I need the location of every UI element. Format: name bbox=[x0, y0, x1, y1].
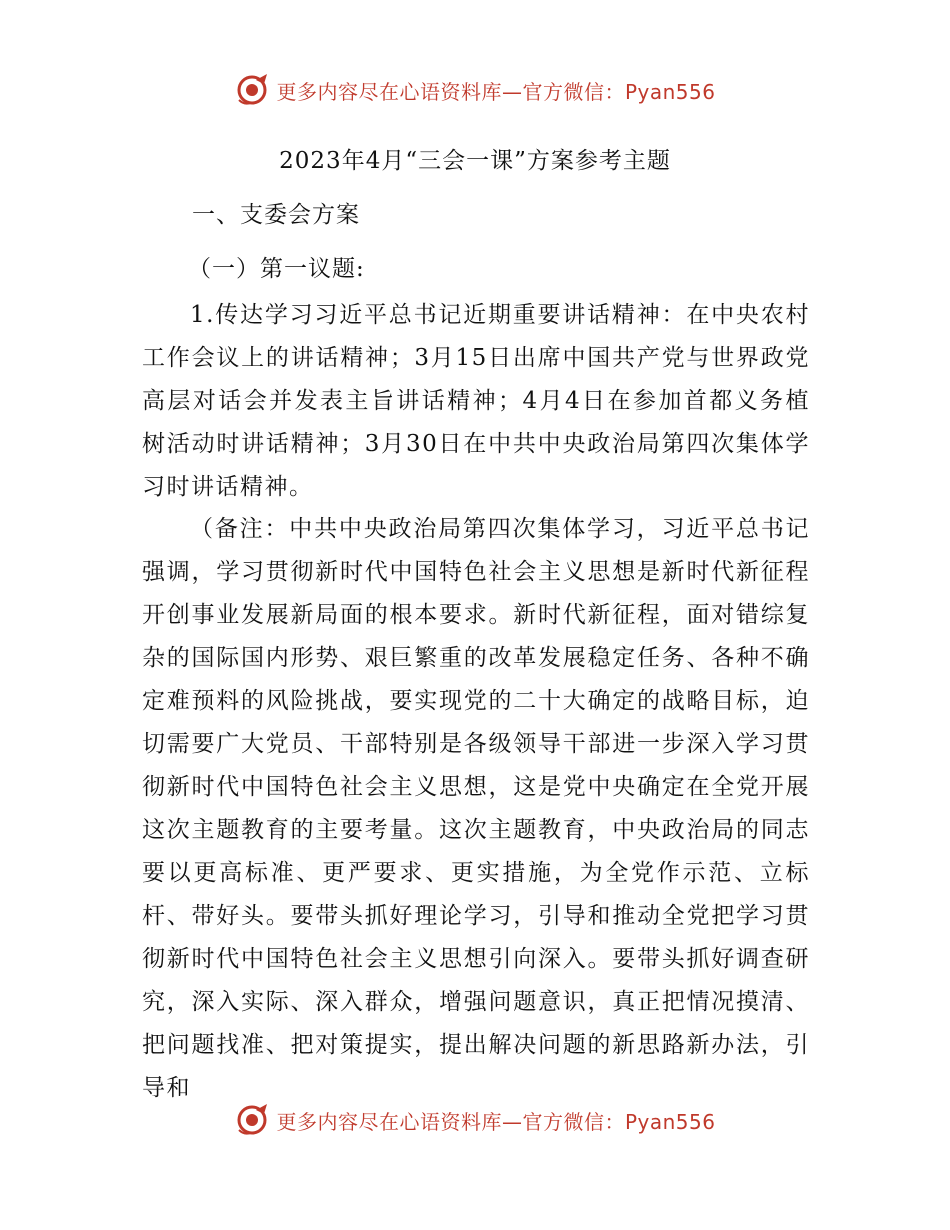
pen-seal-logo-icon bbox=[234, 1102, 270, 1138]
paragraph-1: 1.传达学习习近平总书记近期重要讲话精神：在中央农村工作会议上的讲话精神；3月15日出席中国共产党与世界政党高层对话会并发表主旨讲话精神；4月4日在参加首都义务植树活动时讲话精神；3月30日在中共中央政治局第四次集体学习时讲话精神。 bbox=[142, 302, 810, 500]
pen-seal-logo-icon bbox=[234, 72, 270, 108]
subsection-heading: （一）第一议题: bbox=[188, 256, 365, 282]
section-heading: 一、支委会方案 bbox=[192, 202, 360, 228]
footer-banner bbox=[0, 1100, 950, 1140]
header-banner-text: 更多内容尽在心语资料库—官方微信：Pyan556 bbox=[276, 79, 716, 104]
paragraph-2: （备注：中共中央政治局第四次集体学习，习近平总书记强调，学习贯彻新时代中国特色社会主义思想是新时代新征程开创事业发展新局面的根本要求。新时代新征程，面对错综复杂的国际国内形势、艰巨繁重的改革发展稳定任务、各种不确定难预料的风险挑战，要实现党的二十大确定的战略目标，迫切需要广大党员、干部特别是各级领导干部进一步深入学习贯彻新时代中国特色社会主义思想，这是党中央确定在全党开展这次主题教育的主要考量。这次主题教育，中央政治局的同志要以更高标准、更严要求、更实措施，为全党作示范、立标杆、带好头。要带头抓好理论学习，引导和推动全党把学习贯彻新时代中国特色社会主义思想引向深入。要带头抓好调查研究，深入实际、深入群众，增强问题意识，真正把情况摸清、把问题找准、把对策提实，提出解决问题的新思路新办法，引导和 bbox=[142, 516, 810, 1101]
footer-banner-text: 更多内容尽在心语资料库—官方微信：Pyan556 bbox=[276, 1109, 716, 1134]
document-title: 2023年4月“三会一课”方案参考主题 bbox=[279, 148, 671, 174]
header-banner bbox=[0, 70, 950, 110]
